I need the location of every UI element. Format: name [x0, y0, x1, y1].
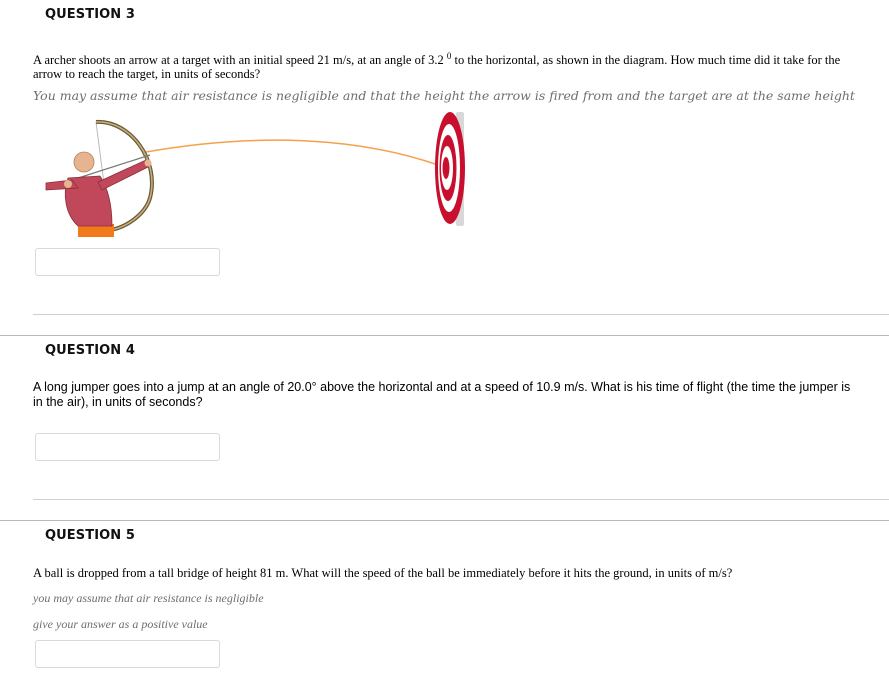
degree-superscript: 0	[446, 51, 452, 61]
question-4-title: QUESTION 4	[45, 343, 136, 358]
question-3-text-main: A archer shoots an arrow at a target with an initial speed 21 m/s, at an angle of 3.2	[33, 53, 447, 68]
archer-icon	[46, 122, 152, 237]
target-icon	[435, 112, 465, 226]
question-5-note-positive: give your answer as a positive value	[33, 617, 208, 631]
arrow-trajectory-icon	[146, 140, 438, 165]
question-5-note-air-resistance: you may assume that air resistance is negligible	[33, 591, 264, 605]
question-5-title: QUESTION 5	[45, 528, 136, 543]
question-separator	[0, 520, 889, 521]
question-3-title: QUESTION 3	[45, 7, 136, 22]
question-separator	[0, 335, 889, 336]
question-5-text: A ball is dropped from a tall bridge of height 81 m. What will the speed of the ball be immediately before it hits the ground, in units of m/s?	[33, 566, 733, 580]
question-3-text	[33, 49, 863, 81]
question-5-answer-input[interactable]	[35, 640, 220, 668]
question-4-text: A long jumper goes into a jump at an angle of 20.0° above the horizontal and at a speed of 10.9 m/s. What is his time of flight (the time the jumper is in the air), in units of seconds?	[33, 380, 851, 409]
divider	[33, 314, 889, 315]
divider	[33, 499, 889, 500]
question-4-answer-input[interactable]	[35, 433, 220, 461]
question-3-note: You may assume that air resistance is negligible and that the height the arrow is fired from and the target are at the same height	[33, 88, 855, 103]
archery-diagram	[0, 105, 889, 240]
question-3-answer-input[interactable]	[35, 248, 220, 276]
question-3-text-rest: to the horizontal, as shown in the diagram. How much time did it take for the arrow to reach the target, in units of seconds?	[33, 53, 841, 82]
